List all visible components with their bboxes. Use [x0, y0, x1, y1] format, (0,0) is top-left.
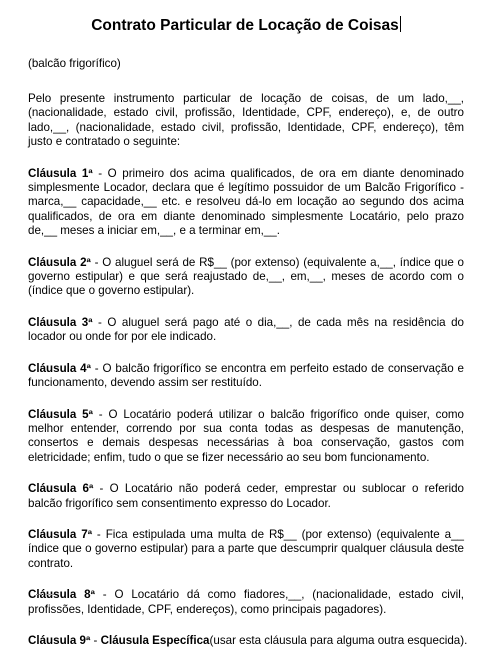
- clauses-list: [28, 166, 468, 648]
- clause-text: - O aluguel será pago até o dia,__, de cada mês na residência do locador ou onde for por ele indicado.: [28, 315, 464, 344]
- clause-text: - Fica estipulada uma multa de R$__ (por extenso) (equivalente a__ índice que o governo estipular) para a parte que descumprir qualquer cláusula deste contrato.: [28, 527, 464, 570]
- intro-paragraph: Pelo presente instrumento particular de locação de coisas, de um lado,__, (nacionalidade, estado civil, profissão, Identidade, CPF, endereço), e, de outro lado,__, (nacionalidade, estado civil, profissão, Identidade, CPF, endereço), têm justo e contratado o seguinte:: [28, 92, 464, 149]
- clause-text: - O Locatário poderá utilizar o balcão frigorífico onde quiser, como melhor entender, correndo por sua conta todas as despesas de manutenção, consertos e demais despesas necessárias à boa conservação, gastos com eletricidade; enfim, tudo o que se fizer necessário ao seu bom funcionamento.: [28, 407, 464, 464]
- clause-separator: -: [90, 633, 101, 647]
- cut-off-text-fragment: [36, 594, 54, 598]
- clause-text: - O Locatário não poderá ceder, emprestar ou sublocar o referido balcão frigorífico sem consentimento expresso do Locador.: [28, 482, 464, 510]
- clause-label: Cláusula 7ª: [28, 527, 92, 541]
- clause-9: [28, 633, 468, 648]
- clause-1: [28, 167, 464, 239]
- clause-text: - O Locatário dá como fiadores,__, (nacionalidade, estado civil, profissões, Identidade, CPF, endereços), como principais pagadores).: [28, 588, 464, 616]
- clause-6: [28, 482, 464, 511]
- document-page: [28, 0, 468, 648]
- document-subtitle: (balcão frigorífico): [28, 57, 121, 70]
- title-text: Contrato Particular de Locação de Coisas: [91, 17, 399, 34]
- clause-7: [28, 528, 464, 571]
- clause-label: Cláusula 6ª: [28, 482, 94, 496]
- text-cursor: [400, 16, 401, 32]
- clause-label: Cláusula 1ª: [28, 166, 93, 180]
- clause-text: - O aluguel será de R$__ (por extenso) (equivalente a,__, índice que o governo estipular) e que será reajustado de,__, em,__, meses de acordo com o (índice que o governo estipular).: [28, 255, 464, 298]
- page-bottom-edge: [0, 592, 500, 600]
- clause-label: Cláusula 4ª: [28, 361, 91, 375]
- clause-2: [28, 256, 464, 299]
- clause-label: Cláusula 3ª: [28, 315, 93, 329]
- clause-text: - O primeiro dos acima qualificados, de ora em diante denominado simplesmente Locador, declara que é legítimo possuidor de um Balcão Frigorífico - marca,__ capacidade,__ etc. e resolveu dá-lo em locação ao segundo dos acima qualificados, de ora em diante denominado simplesmente Locatário, pelo prazo de,__ meses a iniciar em,__, e a terminar em,__.: [28, 166, 464, 238]
- clause-5: [28, 408, 464, 466]
- clause-text: (usar esta cláusula para alguma outra esquecida).: [209, 633, 468, 647]
- clause-specific-label: Cláusula Específica: [100, 633, 210, 647]
- clause-3: [28, 316, 464, 345]
- clause-label: Cláusula 9ª: [28, 633, 91, 647]
- clause-4: [28, 362, 464, 391]
- document-title[interactable]: [28, 16, 464, 36]
- clause-label: Cláusula 2ª: [28, 255, 91, 269]
- clause-label: Cláusula 8ª: [28, 588, 95, 602]
- clause-text: - O balcão frigorífico se encontra em perfeito estado de conservação e funcionamento, devendo assim ser restituído.: [28, 361, 464, 390]
- clause-label: Cláusula 5ª: [28, 407, 93, 421]
